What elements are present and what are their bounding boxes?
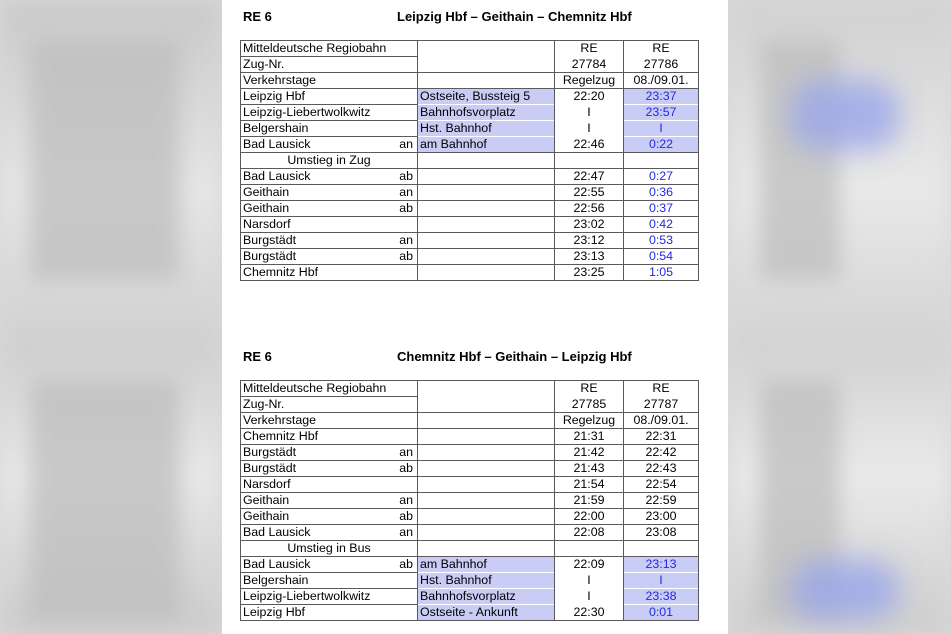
bus-stop: [418, 525, 555, 541]
transfer-row: [241, 153, 699, 169]
station-name: Geithain: [243, 185, 290, 199]
station-name: Geithain: [243, 201, 290, 215]
operator-label: Mitteldeutsche Regiobahn: [241, 41, 418, 57]
train-type: RE: [624, 381, 699, 397]
blurred-text-right-top: [760, 40, 840, 280]
train-type: RE: [555, 381, 624, 397]
bus-stop: [418, 233, 555, 249]
station-name: Bad Lausick: [243, 169, 311, 183]
bus-stop: [418, 265, 555, 281]
time-cell: 22:20: [555, 89, 624, 105]
station-name: Chemnitz Hbf: [243, 429, 319, 443]
time-cell: I: [555, 105, 624, 121]
days-label: Verkehrstage: [241, 73, 418, 89]
route-code: RE 6: [243, 349, 272, 364]
station-name: Burgstädt: [243, 249, 297, 263]
table-row: [241, 201, 699, 217]
days-label: Verkehrstage: [241, 413, 418, 429]
arr-dep: ab: [399, 249, 413, 263]
station-name: Bad Lausick: [243, 137, 311, 151]
time-cell: 23:12: [555, 233, 624, 249]
bus-stop: [418, 217, 555, 233]
bus-stop: [418, 185, 555, 201]
time-cell: 22:54: [624, 477, 699, 493]
table-row: [241, 249, 699, 265]
table-row: [241, 137, 699, 153]
train-days: 08./09.01.: [624, 413, 699, 429]
train-number: 27786: [624, 57, 699, 73]
time-cell: 21:43: [555, 461, 624, 477]
arr-dep: ab: [399, 509, 413, 523]
time-cell: 23:25: [555, 265, 624, 281]
time-cell: 22:59: [624, 493, 699, 509]
arr-dep: an: [399, 525, 413, 539]
train-days: Regelzug: [555, 413, 624, 429]
station-name: Burgstädt: [243, 445, 297, 459]
time-cell: I: [555, 573, 624, 589]
time-cell: 22:43: [624, 461, 699, 477]
bus-stop: Bahnhofsvorplatz: [418, 105, 555, 121]
route-code: RE 6: [243, 9, 272, 24]
time-cell: 22:31: [624, 429, 699, 445]
train-days: Regelzug: [555, 73, 624, 89]
bus-stop: Ostseite, Bussteig 5: [418, 89, 555, 105]
table-row: [241, 105, 699, 121]
transfer-label: Umstieg in Bus: [241, 541, 418, 557]
time-cell: 23:13: [624, 557, 699, 573]
time-cell: I: [624, 121, 699, 137]
time-cell: 23:00: [624, 509, 699, 525]
table-row: [241, 557, 699, 573]
table-row: [241, 121, 699, 137]
bus-stop: [418, 201, 555, 217]
time-cell: 0:53: [624, 233, 699, 249]
time-cell: 22:42: [624, 445, 699, 461]
timetable-page: [222, 0, 728, 634]
time-cell: I: [555, 121, 624, 137]
table-row: [241, 509, 699, 525]
train-no-label: Zug-Nr.: [241, 397, 418, 413]
station-name: Narsdorf: [243, 477, 291, 491]
transfer-row: [241, 541, 699, 557]
time-cell: 22:09: [555, 557, 624, 573]
table-row: [241, 605, 699, 621]
table-row: [241, 477, 699, 493]
time-cell: 22:46: [555, 137, 624, 153]
time-cell: 0:36: [624, 185, 699, 201]
time-cell: 0:42: [624, 217, 699, 233]
arr-dep: ab: [399, 557, 413, 571]
time-cell: I: [624, 573, 699, 589]
station-name: Geithain: [243, 509, 290, 523]
time-cell: 21:59: [555, 493, 624, 509]
time-cell: 22:30: [555, 605, 624, 621]
table-row: [241, 461, 699, 477]
arr-dep: ab: [399, 201, 413, 215]
time-cell: 22:47: [555, 169, 624, 185]
table-row: [241, 169, 699, 185]
train-number: 27785: [555, 397, 624, 413]
arr-dep: an: [399, 445, 413, 459]
arr-dep: an: [399, 137, 413, 151]
train-type: RE: [624, 41, 699, 57]
table-row: [241, 445, 699, 461]
table-row: [241, 493, 699, 509]
time-cell: 21:31: [555, 429, 624, 445]
time-cell: 22:08: [555, 525, 624, 541]
station-name: Belgershain: [243, 121, 309, 135]
train-number: 27784: [555, 57, 624, 73]
timetable-table-2: [240, 380, 699, 621]
bus-stop: Hst. Bahnhof: [418, 573, 555, 589]
blurred-highlight-bottom: [790, 560, 900, 620]
station-name: Leipzig Hbf: [243, 89, 305, 103]
time-cell: 21:42: [555, 445, 624, 461]
table-row: [241, 265, 699, 281]
transfer-label: Umstieg in Zug: [241, 153, 418, 169]
bus-stop: [418, 249, 555, 265]
bus-stop: [418, 493, 555, 509]
table-row: [241, 429, 699, 445]
bus-stop: [418, 445, 555, 461]
table-row: [241, 217, 699, 233]
blurred-highlight-top: [790, 80, 900, 150]
arr-dep: ab: [399, 461, 413, 475]
bus-stop: [418, 509, 555, 525]
station-name: Geithain: [243, 493, 290, 507]
time-cell: 0:01: [624, 605, 699, 621]
table-row: [241, 589, 699, 605]
table-row: [241, 89, 699, 105]
station-name: Leipzig-Liebertwolkwitz: [243, 589, 371, 603]
time-cell: 22:00: [555, 509, 624, 525]
bus-stop: Ostseite - Ankunft: [418, 605, 555, 621]
time-cell: 22:56: [555, 201, 624, 217]
blurred-text-left-bottom: [30, 380, 180, 620]
arr-dep: an: [399, 185, 413, 199]
table-row: [241, 233, 699, 249]
bus-stop: [418, 169, 555, 185]
route-title: Chemnitz Hbf – Geithain – Leipzig Hbf: [397, 349, 632, 364]
station-name: Chemnitz Hbf: [243, 265, 319, 279]
time-cell: 21:54: [555, 477, 624, 493]
time-cell: 0:54: [624, 249, 699, 265]
arr-dep: an: [399, 233, 413, 247]
train-no-label: Zug-Nr.: [241, 57, 418, 73]
timetable-table-1: [240, 40, 699, 281]
operator-label: Mitteldeutsche Regiobahn: [241, 381, 418, 397]
bus-stop: Hst. Bahnhof: [418, 121, 555, 137]
time-cell: 22:55: [555, 185, 624, 201]
time-cell: 0:37: [624, 201, 699, 217]
bus-stop: [418, 477, 555, 493]
arr-dep: an: [399, 493, 413, 507]
time-cell: 23:02: [555, 217, 624, 233]
train-days: 08./09.01.: [624, 73, 699, 89]
station-name: Leipzig-Liebertwolkwitz: [243, 105, 371, 119]
time-cell: 23:57: [624, 105, 699, 121]
table-row: [241, 573, 699, 589]
blurred-text-left-top: [30, 40, 180, 280]
train-number: 27787: [624, 397, 699, 413]
arr-dep: ab: [399, 169, 413, 183]
station-name: Leipzig Hbf: [243, 605, 305, 619]
route-title: Leipzig Hbf – Geithain – Chemnitz Hbf: [397, 9, 632, 24]
station-name: Burgstädt: [243, 233, 297, 247]
time-cell: 23:38: [624, 589, 699, 605]
station-name: Burgstädt: [243, 461, 297, 475]
time-cell: 23:37: [624, 89, 699, 105]
time-cell: 1:05: [624, 265, 699, 281]
station-name: Narsdorf: [243, 217, 291, 231]
train-type: RE: [555, 41, 624, 57]
time-cell: 0:27: [624, 169, 699, 185]
station-name: Bad Lausick: [243, 557, 311, 571]
station-name: Belgershain: [243, 573, 309, 587]
time-cell: 0:22: [624, 137, 699, 153]
bus-stop: Bahnhofsvorplatz: [418, 589, 555, 605]
table-row: [241, 525, 699, 541]
bus-stop: [418, 429, 555, 445]
bus-stop: am Bahnhof: [418, 557, 555, 573]
time-cell: 23:08: [624, 525, 699, 541]
time-cell: 23:13: [555, 249, 624, 265]
station-name: Bad Lausick: [243, 525, 311, 539]
table-row: [241, 185, 699, 201]
bus-stop: am Bahnhof: [418, 137, 555, 153]
time-cell: I: [555, 589, 624, 605]
bus-stop: [418, 461, 555, 477]
